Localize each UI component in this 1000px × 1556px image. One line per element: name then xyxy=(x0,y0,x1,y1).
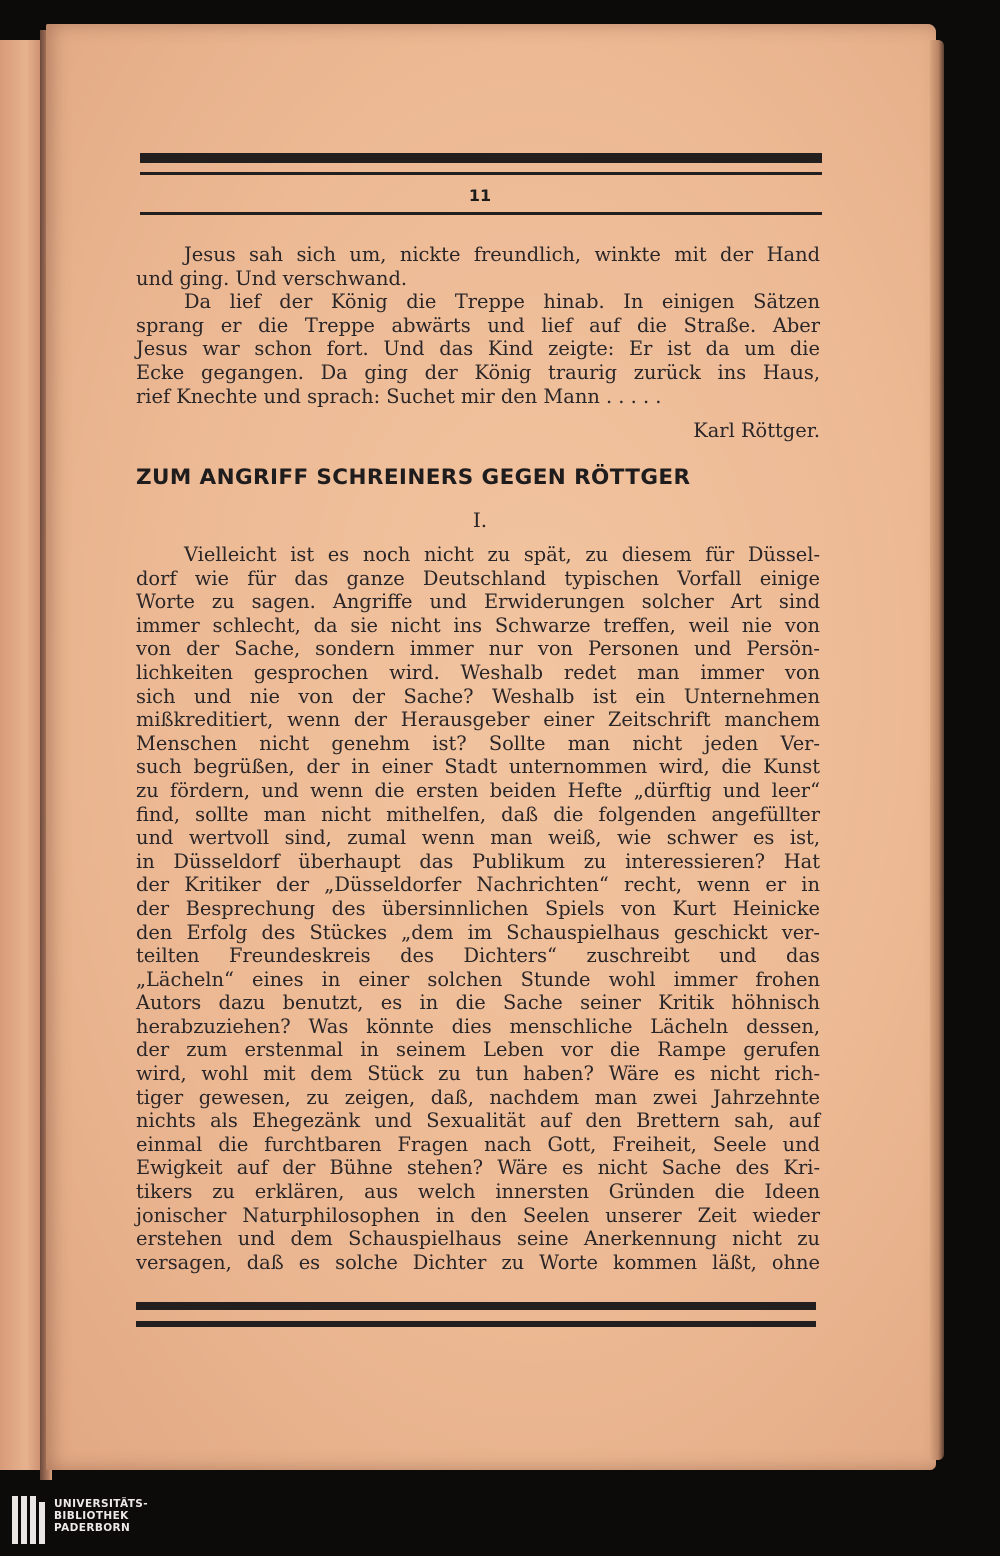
library-logo xyxy=(12,1496,172,1546)
text-line: wird, wohl mit dem Stück zu tun haben? Wäre es nicht rich- xyxy=(136,1062,820,1086)
header-rule-bottom xyxy=(140,212,822,215)
left-page-edge xyxy=(0,40,44,1470)
text-line: den Erfolg des Stückes „dem im Schauspielhaus geschickt ver- xyxy=(136,920,820,944)
text-line: dorf wie für das ganze Deutschland typischen Vorfall einige xyxy=(136,566,820,590)
text-line: find, sollte man nicht mithelfen, daß die folgenden angefüllter xyxy=(136,802,820,826)
author-signature: Karl Röttger. xyxy=(693,419,820,442)
text-line: Autors dazu benutzt, es in die Sache seiner Kritik höhnisch xyxy=(136,991,820,1015)
text-line: Ecke gegangen. Da ging der König traurig zurück ins Haus, xyxy=(136,360,820,384)
text-line: tiger gewesen, zu zeigen, daß, nachdem man zwei Jahrzehnte xyxy=(136,1085,820,1109)
text-line: Worte zu sagen. Angriffe und Erwiderungen solcher Art sind xyxy=(136,590,820,614)
text-line: Ewigkeit auf der Bühne stehen? Wäre es nicht Sache des Kri- xyxy=(136,1156,820,1180)
article-title: ZUM ANGRIFF SCHREINERS GEGEN RÖTTGER xyxy=(136,465,691,490)
text-line: rief Knechte und sprach: Suchet mir den Mann . . . . . xyxy=(136,384,662,408)
library-logo-text xyxy=(54,1498,148,1534)
logo-line: BIBLIOTHEK xyxy=(54,1510,129,1522)
story-text xyxy=(136,243,820,408)
text-line: immer schlecht, da sie nicht ins Schwarze treffen, weil nie von xyxy=(136,613,820,637)
text-line: mißkreditiert, wenn der Herausgeber einer Zeitschrift manchem xyxy=(136,708,820,732)
text-line: Da lief der König die Treppe hinab. In einigen Sätzen xyxy=(184,290,820,314)
text-line: der zum erstenmal in seinem Leben vor die Rampe gerufen xyxy=(136,1038,820,1062)
text-line: teilten Freundeskreis des Dichters“ zuschreibt und das xyxy=(136,944,820,968)
text-line: Vielleicht ist es noch nicht zu spät, zu diesem für Düssel- xyxy=(184,543,820,566)
text-line: nichts als Ehegezänk und Sexualität auf den Brettern sah, auf xyxy=(136,1109,820,1133)
text-line: in Düsseldorf überhaupt das Publikum zu interessieren? Hat xyxy=(136,849,820,873)
text-line: einmal die furchtbaren Fragen nach Gott, Freiheit, Seele und xyxy=(136,1132,820,1156)
right-page-edge xyxy=(930,40,944,1460)
logo-line: UNIVERSITÄTS- xyxy=(54,1498,149,1510)
text-line: sich und nie von der Sache? Weshalb ist ein Unternehmen xyxy=(136,684,820,708)
text-line: von der Sache, sondern immer nur von Personen und Persön- xyxy=(136,637,820,661)
library-logo-icon xyxy=(12,1496,48,1544)
text-line: such begrüßen, der in einer Stadt unternommen wird, die Kunst xyxy=(136,755,820,779)
section-number: I. xyxy=(472,508,488,532)
footer-rule-thin xyxy=(136,1321,816,1327)
header-rule-thin xyxy=(140,172,822,175)
text-line: und ging. Und verschwand. xyxy=(136,266,408,290)
text-line: versagen, daß es solche Dichter zu Worte kommen läßt, ohne xyxy=(136,1250,820,1274)
text-line: jonischer Naturphilosophen in den Seelen unserer Zeit wieder xyxy=(136,1203,820,1227)
text-line: Jesus war schon fort. Und das Kind zeigte: Er ist da um die xyxy=(136,337,820,361)
text-line: Jesus sah sich um, nickte freundlich, winkte mit der Hand xyxy=(184,243,820,266)
text-line: der Besprechung des übersinnlichen Spiels von Kurt Heinicke xyxy=(136,896,820,920)
text-line: herabzuziehen? Was könnte dies menschliche Lächeln dessen, xyxy=(136,1014,820,1038)
text-line: und wertvoll sind, zumal wenn man weiß, wie schwer es ist, xyxy=(136,826,820,850)
page-number: 11 xyxy=(468,186,492,205)
article-text xyxy=(136,543,820,1274)
text-line: sprang er die Treppe abwärts und lief auf die Straße. Aber xyxy=(136,313,820,337)
text-line: erstehen und dem Schauspielhaus seine Anerkennung nicht zu xyxy=(136,1227,820,1251)
text-line: Menschen nicht genehm ist? Sollte man nicht jeden Ver- xyxy=(136,731,820,755)
text-line: tikers zu erklären, aus welch innersten Gründen die Ideen xyxy=(136,1180,820,1204)
text-line: der Kritiker der „Düsseldorfer Nachrichten“ recht, wenn er in xyxy=(136,873,820,897)
footer-rule-thick xyxy=(136,1302,816,1310)
text-line: lichkeiten gesprochen wird. Weshalb redet man immer von xyxy=(136,660,820,684)
header-rule-thick xyxy=(140,153,822,163)
text-line: zu fördern, und wenn die ersten beiden Hefte „dürftig und leer“ xyxy=(136,778,820,802)
text-line: „Lächeln“ eines in einer solchen Stunde wohl immer frohen xyxy=(136,967,820,991)
logo-line: PADERBORN xyxy=(54,1522,131,1534)
